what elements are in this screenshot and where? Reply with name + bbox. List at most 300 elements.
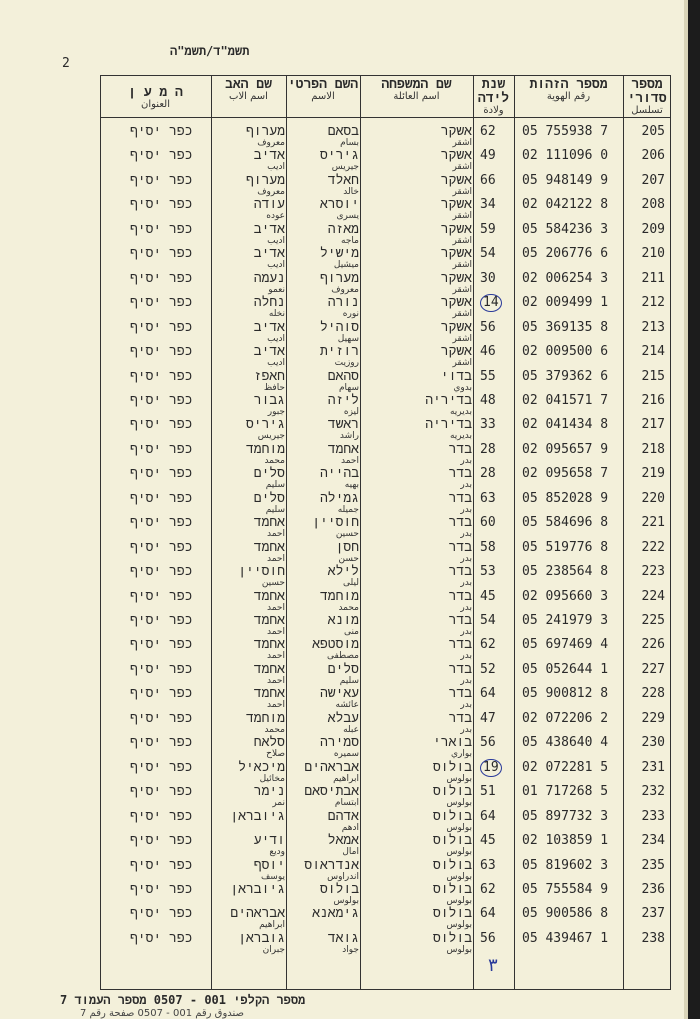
birth-year: 28	[480, 441, 496, 457]
address: כפר יסיף	[130, 906, 193, 922]
serial-number: 220	[641, 490, 665, 506]
family-name-arabic: اشقر	[452, 138, 472, 148]
first-name: מאזה	[327, 221, 359, 237]
table-row	[100, 174, 671, 198]
birth-year: 56	[480, 735, 496, 751]
table-row	[100, 834, 671, 858]
first-name-arabic: حسن	[338, 553, 359, 564]
table-row	[100, 321, 671, 345]
family-name: בולוס	[432, 906, 472, 922]
father-name: אחמד	[253, 613, 285, 628]
first-name: ליזה	[327, 392, 359, 408]
family-name-arabic: بدر	[460, 529, 472, 540]
father-name-arabic: اديب	[267, 260, 285, 271]
address: כפר יסיף	[130, 588, 193, 604]
serial-number: 235	[641, 857, 665, 873]
father-name-arabic: معروف	[257, 138, 285, 148]
birth-year: 34	[480, 197, 496, 213]
father-name-arabic: محمد	[264, 455, 285, 466]
table-row	[100, 418, 671, 442]
family-name: אשקר	[440, 246, 472, 262]
address: כפר יסיף	[130, 564, 193, 580]
id-number: 05 900586 8	[522, 906, 609, 922]
serial-number: 211	[641, 270, 665, 286]
serial-number: 233	[641, 808, 665, 824]
table-row	[100, 810, 671, 834]
header-first-ar: الاسم	[311, 91, 335, 102]
first-name-arabic: نوره	[342, 309, 359, 320]
serial-number: 217	[641, 417, 665, 433]
serial-number: 230	[641, 735, 665, 751]
family-name-arabic: اشقر	[452, 333, 472, 344]
address: כפר יסיף	[130, 466, 193, 482]
serial-number: 207	[641, 172, 665, 188]
first-name: אדהם	[327, 808, 359, 824]
table-row	[100, 761, 671, 785]
table-row	[100, 687, 671, 711]
address: כפר יסיף	[130, 613, 193, 628]
father-name-arabic: نعمو	[268, 284, 285, 295]
serial-number: 215	[641, 368, 665, 384]
id-number: 02 111096 0	[522, 148, 609, 164]
father-name: אחמד	[253, 515, 285, 531]
family-name: בדיריה	[425, 392, 472, 408]
father-name-arabic: معروف	[257, 186, 285, 197]
family-name: אשקר	[440, 344, 472, 360]
father-name: נעמה	[253, 270, 285, 286]
first-name: רוזית	[319, 344, 359, 360]
first-name: סמירה	[319, 735, 359, 751]
id-number: 05 052644 1	[522, 661, 609, 677]
first-name-arabic: بسام	[340, 138, 359, 148]
id-number: 05 241979 3	[522, 613, 609, 628]
serial-number: 206	[641, 148, 665, 164]
address: כפר יסיף	[130, 295, 193, 311]
father-name: אחמד	[253, 637, 285, 653]
id-number: 05 369135 8	[522, 319, 609, 335]
id-number: 01 717268 5	[522, 784, 609, 800]
serial-number: 210	[641, 246, 665, 262]
father-name: מערוף	[245, 124, 285, 139]
birth-year: 33	[480, 417, 496, 433]
father-name: יוסף	[253, 857, 285, 873]
first-name: בסאם	[327, 124, 359, 139]
id-number: 05 379362 6	[522, 368, 609, 384]
serial-number: 225	[641, 613, 665, 628]
family-name: בדר	[448, 564, 472, 580]
first-name-arabic: بولوس	[333, 895, 359, 906]
serial-number: 227	[641, 661, 665, 677]
family-name-arabic: بولوس	[446, 944, 472, 955]
address: כפר יסיף	[130, 344, 193, 360]
father-name: אחמד	[253, 661, 285, 677]
father-name: אדיב	[253, 246, 285, 262]
family-name-arabic: بدر	[460, 675, 472, 686]
first-name-arabic: منى	[343, 627, 359, 637]
father-name: חאפז	[253, 368, 285, 384]
birth-year: 46	[480, 344, 496, 360]
address: כפר יסיף	[130, 270, 193, 286]
father-name: מוחמד	[245, 710, 285, 726]
family-name-arabic: بدر	[460, 553, 472, 564]
father-name-arabic: اديب	[267, 333, 285, 344]
id-number: 05 519776 8	[522, 539, 609, 555]
table-row	[100, 663, 671, 687]
first-name: חסן	[335, 539, 359, 555]
first-name: לילא	[327, 564, 359, 580]
first-name: סוהיל	[319, 319, 359, 335]
first-name-arabic: ليلى	[343, 578, 359, 589]
serial-number: 216	[641, 392, 665, 408]
birth-year: 63	[480, 490, 496, 506]
serial-number: 223	[641, 564, 665, 580]
birth-year: 64	[480, 686, 496, 702]
address: כפר יסיף	[130, 221, 193, 237]
id-number: 05 897732 3	[522, 808, 609, 824]
header-family-ar: اسم العائلة	[393, 91, 440, 102]
first-name-arabic: عائشه	[335, 700, 359, 711]
birth-year: 47	[480, 710, 496, 726]
serial-number: 222	[641, 539, 665, 555]
id-number: 05 819602 3	[522, 857, 609, 873]
father-name: נחלה	[253, 295, 285, 311]
address: כפר יסיף	[130, 881, 193, 897]
first-name-arabic: روزيت	[334, 358, 359, 369]
family-name-arabic: بواري	[450, 749, 472, 760]
address: כפר יסיף	[130, 637, 193, 653]
address: כפר יסיף	[130, 368, 193, 384]
address: כפר יסיף	[130, 930, 193, 946]
father-name: אדיב	[253, 319, 285, 335]
first-name-arabic: جميله	[337, 504, 359, 515]
address: כפר יסיף	[130, 808, 193, 824]
birth-year: 56	[480, 319, 496, 335]
father-name-arabic: صلاح	[266, 749, 285, 760]
birth-year: 14	[480, 294, 502, 312]
family-name-arabic: بدر	[460, 700, 472, 711]
address: כפר יסיף	[130, 784, 193, 800]
handwritten-mark: ٣	[488, 955, 498, 976]
family-name-arabic: بولوس	[446, 773, 472, 784]
father-name: אבראהים	[230, 906, 285, 922]
family-name: בדר	[448, 661, 472, 677]
first-name-arabic: احمد	[341, 455, 359, 466]
first-name: אמאל	[327, 833, 359, 849]
address: כפר יסיף	[130, 833, 193, 849]
id-number: 02 095660 3	[522, 588, 609, 604]
father-name-arabic: حافظ	[263, 382, 285, 393]
table-row	[100, 394, 671, 418]
address: כפר יסיף	[130, 172, 193, 188]
family-name: אשקר	[440, 270, 472, 286]
family-name: בוארי	[432, 735, 472, 751]
father-name-arabic: احمد	[267, 529, 285, 540]
first-name: נורה	[327, 295, 359, 311]
table-row	[100, 345, 671, 369]
birth-year: 48	[480, 392, 496, 408]
header-id-number	[514, 78, 623, 116]
first-name: גיריס	[319, 148, 359, 164]
family-name: אשקר	[440, 295, 472, 311]
address: כפר יסיף	[130, 759, 193, 775]
family-name: בדר	[448, 490, 472, 506]
birth-year: 63	[480, 857, 496, 873]
serial-number: 238	[641, 930, 665, 946]
first-name-arabic: اندراوس	[327, 871, 359, 882]
first-name-arabic: سهام	[338, 382, 359, 393]
birth-year: 62	[480, 124, 496, 139]
birth-year: 55	[480, 368, 496, 384]
first-name: אבראהים	[304, 759, 359, 775]
first-name: גמילה	[319, 490, 359, 506]
family-name: בולוס	[432, 881, 472, 897]
birth-year: 59	[480, 221, 496, 237]
first-name-arabic: بهيه	[344, 480, 359, 491]
first-name-arabic: ابراهيم	[333, 773, 359, 784]
serial-number: 228	[641, 686, 665, 702]
id-number: 02 072281 5	[522, 759, 609, 775]
birth-year: 19	[480, 759, 502, 777]
father-name-arabic: احمد	[267, 675, 285, 686]
id-number: 02 103859 1	[522, 833, 609, 849]
birth-year: 54	[480, 613, 496, 628]
address: כפר יסיף	[130, 661, 193, 677]
family-name-arabic: بولوس	[446, 847, 472, 858]
father-name: אדיב	[253, 344, 285, 360]
table-row	[100, 443, 671, 467]
family-name: בדר	[448, 637, 472, 653]
family-name-arabic: بدر	[460, 602, 472, 613]
first-name: סהאם	[327, 368, 359, 384]
first-name: יוסרא	[319, 197, 359, 213]
table-row	[100, 590, 671, 614]
first-name: ראשד	[327, 417, 359, 433]
birth-year: 54	[480, 246, 496, 262]
id-number: 05 439467 1	[522, 930, 609, 946]
first-name: אנדראוס	[304, 857, 359, 873]
father-name: ודיע	[253, 833, 285, 849]
family-name: אשקר	[440, 148, 472, 164]
address: כפר יסיף	[130, 490, 193, 506]
table-row	[100, 516, 671, 540]
first-name: מערוף	[319, 270, 359, 286]
family-name-arabic: بدر	[460, 504, 472, 515]
family-name-arabic: اشقر	[452, 211, 472, 222]
family-name-arabic: اشقر	[452, 186, 472, 197]
header-serial-ar: تسلسل	[631, 105, 663, 116]
first-name: גואד	[327, 930, 359, 946]
first-name-arabic: سميره	[333, 749, 359, 760]
birth-year: 53	[480, 564, 496, 580]
id-number: 05 852028 9	[522, 490, 609, 506]
family-name-arabic: بدر	[460, 578, 472, 589]
father-name: אחמד	[253, 686, 285, 702]
first-name-arabic: مصطفى	[326, 651, 359, 662]
family-name-arabic: اشقر	[452, 284, 472, 295]
family-name: בדר	[448, 686, 472, 702]
table-row	[100, 492, 671, 516]
address: כפר יסיף	[130, 417, 193, 433]
father-name: אחמד	[253, 539, 285, 555]
header-address	[100, 86, 211, 124]
family-name: בולוס	[432, 857, 472, 873]
serial-number: 219	[641, 466, 665, 482]
id-number: 02 072206 2	[522, 710, 609, 726]
father-name: חוסיין	[238, 564, 285, 580]
serial-number: 213	[641, 319, 665, 335]
first-name: מוסטפא	[312, 637, 359, 653]
header-father-name	[211, 78, 286, 116]
father-name-arabic: نمر	[272, 798, 285, 809]
family-name: אשקר	[440, 319, 472, 335]
first-name-arabic: عبله	[343, 724, 359, 735]
family-name: אשקר	[440, 197, 472, 213]
father-name-arabic: جيريس	[257, 431, 285, 442]
table-row	[100, 272, 671, 296]
family-name: בולוס	[432, 784, 472, 800]
id-number: 02 006254 3	[522, 270, 609, 286]
father-name-arabic: احمد	[267, 700, 285, 711]
birth-year: 30	[480, 270, 496, 286]
father-name: סלאח	[253, 735, 285, 751]
table-row	[100, 247, 671, 271]
birth-year: 52	[480, 661, 496, 677]
serial-number: 208	[641, 197, 665, 213]
serial-number: 212	[641, 295, 665, 311]
father-name-arabic: محمد	[264, 724, 285, 735]
serial-number: 226	[641, 637, 665, 653]
family-name-arabic: بدر	[460, 455, 472, 466]
family-name-arabic: بديريه	[449, 431, 472, 442]
father-name: מוחמד	[245, 441, 285, 457]
first-name-arabic: امال	[342, 847, 359, 858]
address: כפר יסיף	[130, 246, 193, 262]
father-name: אדיב	[253, 148, 285, 164]
header-first-name	[286, 78, 360, 116]
header-birth-year	[473, 78, 514, 116]
address: כפר יסיף	[130, 441, 193, 457]
father-name: עודה	[253, 197, 285, 213]
header-family-name	[360, 78, 473, 116]
serial-number: 232	[641, 784, 665, 800]
table-row	[100, 370, 671, 394]
table-row	[100, 859, 671, 883]
father-name: גיריס	[245, 417, 285, 433]
header-father-ar: اسم الاب	[229, 91, 268, 102]
first-name: מוחמד	[319, 588, 359, 604]
id-number: 05 206776 6	[522, 246, 609, 262]
serial-number: 209	[641, 221, 665, 237]
family-name-arabic: اشقر	[452, 235, 472, 246]
id-number: 02 095658 7	[522, 466, 609, 482]
table-row	[100, 883, 671, 907]
family-name: בדיריה	[425, 417, 472, 433]
period-title: תשמ"ד/תשמ"ה	[170, 44, 250, 58]
family-name-arabic: اشقر	[452, 260, 472, 271]
family-name-arabic: اشقر	[452, 358, 472, 369]
birth-year: 64	[480, 808, 496, 824]
first-name-arabic: ادهم	[341, 822, 359, 833]
birth-year: 56	[480, 930, 496, 946]
family-name: בדר	[448, 441, 472, 457]
table-row	[100, 149, 671, 173]
address: כפר יסיף	[130, 319, 193, 335]
father-name-arabic: ابراهيم	[259, 920, 285, 931]
family-name: בולוס	[432, 833, 472, 849]
address: כפר יסיף	[130, 392, 193, 408]
id-number: 02 009499 1	[522, 295, 609, 311]
father-name: גובראן	[238, 930, 285, 946]
first-name-arabic: يسرى	[336, 211, 359, 222]
family-name: בדר	[448, 539, 472, 555]
family-name-arabic: بولوس	[446, 871, 472, 882]
family-name: אשקר	[440, 221, 472, 237]
family-name-arabic: بولوس	[446, 920, 472, 931]
id-number: 05 755938 7	[522, 124, 609, 139]
birth-year: 64	[480, 906, 496, 922]
table-row	[100, 712, 671, 736]
first-name: גימאנא	[312, 906, 359, 922]
footer-ballot-info-arabic: صندوق رقم 001 - 0507 صفحة رقم 7	[80, 1008, 245, 1019]
table-row	[100, 638, 671, 662]
header-id-he: מספר הזהות	[529, 77, 608, 92]
father-name-arabic: جبور	[267, 406, 285, 417]
father-name: מיכאיל	[238, 759, 285, 775]
first-name: אחמד	[327, 441, 359, 457]
father-name-arabic: احمد	[267, 651, 285, 662]
id-number: 05 755584 9	[522, 881, 609, 897]
first-name-arabic: سهيل	[337, 333, 359, 344]
footer-ballot-info: מספר הקלפי 001 - 0507 מספר העמוד 7	[60, 993, 306, 1007]
father-name-arabic: حسين	[261, 578, 285, 589]
family-name: בולוס	[432, 930, 472, 946]
father-name-arabic: وديع	[269, 847, 285, 858]
family-name: בדר	[448, 588, 472, 604]
father-name: אדיב	[253, 221, 285, 237]
father-name-arabic: اديب	[267, 235, 285, 246]
family-name: בדר	[448, 515, 472, 531]
address: כפר יסיף	[130, 735, 193, 751]
family-name-arabic: اشقر	[452, 309, 472, 320]
family-name-arabic: بدر	[460, 651, 472, 662]
family-name-arabic: بولوس	[446, 822, 472, 833]
header-first-he: השם הפרטי	[287, 77, 359, 92]
family-name: בדר	[448, 710, 472, 726]
table-row	[100, 785, 671, 809]
table-row	[100, 198, 671, 222]
first-name-arabic: جيريس	[331, 162, 359, 173]
address: כפר יסיף	[130, 686, 193, 702]
table-row	[100, 907, 671, 931]
address: כפר יסיף	[130, 857, 193, 873]
id-number: 05 697469 4	[522, 637, 609, 653]
father-name-arabic: سليم	[265, 480, 285, 491]
family-name: בולוס	[432, 808, 472, 824]
header-family-he: שם המשפחה	[381, 77, 452, 92]
father-name: גבור	[253, 392, 285, 408]
first-name: חוסיין	[312, 515, 359, 531]
first-name: מונא	[327, 613, 359, 628]
header-year-he: שנת לידה	[477, 77, 510, 106]
family-name-arabic: بولوس	[446, 895, 472, 906]
first-name-arabic: جواد	[342, 944, 359, 955]
first-name-arabic: محمد	[338, 602, 359, 613]
first-name: חאלד	[327, 172, 359, 188]
family-name: בדר	[448, 613, 472, 628]
father-name-arabic: احمد	[267, 627, 285, 637]
header-address-ar: العنوان	[141, 99, 170, 110]
father-name: אחמד	[253, 588, 285, 604]
